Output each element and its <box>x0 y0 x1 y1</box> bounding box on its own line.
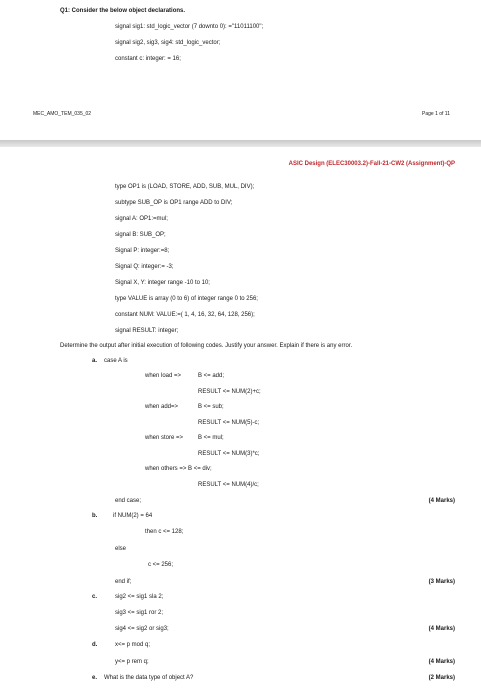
declaration-line: type OP1 is (LOAD, STORE, ADD, SUB, MUL, DIV); <box>115 184 255 190</box>
code-line: sig4 <= sig2 or sig3; <box>115 626 169 632</box>
part-d-marks: (4 Marks) <box>428 659 455 665</box>
part-b-marks: (3 Marks) <box>428 579 455 585</box>
part-b-label: b. <box>92 513 98 519</box>
case-assign-b: B <= add; <box>198 373 225 379</box>
case-assign-b: B <= mul; <box>198 435 224 441</box>
case-assign-b: B <= sub; <box>198 404 224 410</box>
footer-page-number: Page 1 of 11 <box>422 111 450 117</box>
part-a-intro: case A is <box>104 358 128 364</box>
declaration-line: Signal P: integer:=8; <box>115 248 170 254</box>
code-line: sig3 <= sig1 ror 2; <box>115 610 164 616</box>
case-assign-result: RESULT <= NUM(4)/c; <box>198 482 259 488</box>
case-assign-result: RESULT <= NUM(2)+c; <box>198 389 261 395</box>
if-condition: if NUM(2) = 64 <box>113 513 153 519</box>
case-when-store: when store => <box>145 435 184 441</box>
code-line: x<= p mod q; <box>115 642 151 648</box>
part-e-marks: (2 Marks) <box>428 675 455 681</box>
case-assign-result: RESULT <= NUM(5)-c; <box>198 420 260 426</box>
declaration-line: constant c: integer: = 16; <box>115 56 181 62</box>
question-e-text: What is the data type of object A? <box>104 675 194 681</box>
declaration-line: Signal X, Y: integer range -10 to 10; <box>115 280 210 286</box>
footer-doc-code: MEC_AMO_TEM_035_02 <box>33 111 92 117</box>
case-when-others: when others => B <= div; <box>145 466 212 472</box>
part-e-label: e. <box>92 675 98 681</box>
part-c-marks: (4 Marks) <box>428 626 455 632</box>
declaration-line: signal sig2, sig3, sig4: std_logic_vector; <box>115 40 221 46</box>
part-a-label: a. <box>92 358 98 364</box>
part-c-label: c. <box>92 594 98 600</box>
code-line: sig2 <= sig1 sla 2; <box>115 594 164 600</box>
page-gap <box>0 140 481 147</box>
declaration-line: signal A: OP1:=mul; <box>115 216 168 222</box>
declaration-line: type VALUE is array (0 to 6) of integer range 0 to 256; <box>115 296 258 302</box>
case-when-load: when load => <box>145 373 182 379</box>
else-branch: c <= 256; <box>148 562 174 568</box>
if-end: end if; <box>115 579 132 585</box>
part-a-marks: (4 Marks) <box>428 498 455 504</box>
part-d-label: d. <box>92 642 98 648</box>
declaration-line: Signal Q: integer:= -3; <box>115 264 174 270</box>
question-title: Q1: Consider the below object declarations. <box>60 8 186 14</box>
declaration-line: signal sig1: std_logic_vector (7 downto 0): ="11011100"; <box>115 24 264 30</box>
code-line: y<= p rem q; <box>115 659 149 665</box>
case-end: end case; <box>115 498 142 504</box>
case-assign-result: RESULT <= NUM(3)*c; <box>198 451 260 457</box>
page-header: ASIC Design (ELEC30003.2)-Fall-21-CW2 (Assignment)-QP <box>288 161 455 167</box>
declaration-line: signal RESULT: integer; <box>115 328 179 334</box>
declaration-line: subtype SUB_OP is OP1 range ADD to DIV; <box>115 200 233 206</box>
document-page-1 <box>0 0 481 140</box>
document-page-2 <box>0 147 481 700</box>
declaration-line: signal B: SUB_OP; <box>115 232 166 238</box>
instruction-text: Determine the output after initial execution of following codes. Justify your answer. Explain if there is any error. <box>60 343 353 349</box>
then-branch: then c <= 128; <box>145 529 184 535</box>
case-when-add: when add=> <box>145 404 179 410</box>
declaration-line: constant NUM: VALUE:=( 1, 4, 16, 32, 64, 128, 256); <box>115 312 255 318</box>
else-keyword: else <box>115 546 127 552</box>
